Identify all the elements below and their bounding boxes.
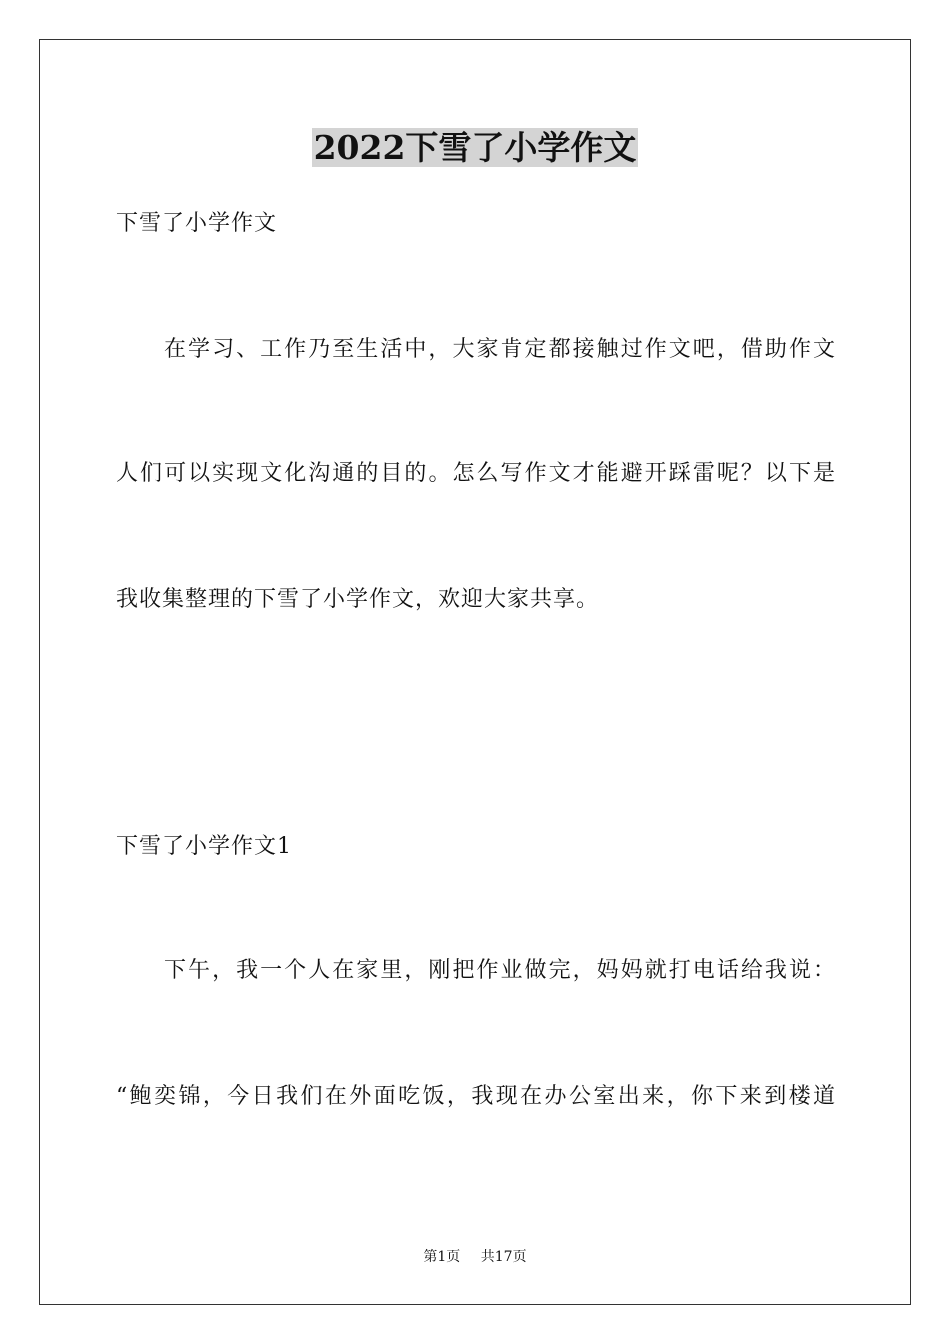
intro-line-2: 人们可以实现文化沟通的目的。怎么写作文才能避开踩雷呢？以下是 (116, 461, 836, 486)
page-total: 共17页 (480, 1249, 527, 1265)
page-footer (0, 1248, 950, 1266)
section-heading: 下雪了小学作文1 (116, 834, 292, 859)
page-number: 第1页 (423, 1249, 461, 1265)
intro-line-1: 在学习、工作乃至生活中，大家肯定都接触过作文吧，借助作文 (164, 337, 836, 362)
subtitle: 下雪了小学作文 (116, 211, 278, 236)
intro-line-3: 我收集整理的下雪了小学作文，欢迎大家共享。 (116, 587, 600, 612)
document-title-text: 2022下雪了小学作文 (313, 128, 637, 167)
document-title (0, 128, 950, 168)
section-line-2: “鲍奕锦，今日我们在外面吃饭，我现在办公室出来，你下来到楼道 (116, 1084, 836, 1109)
section-line-1: 下午，我一个人在家里，刚把作业做完，妈妈就打电话给我说： (164, 958, 836, 983)
